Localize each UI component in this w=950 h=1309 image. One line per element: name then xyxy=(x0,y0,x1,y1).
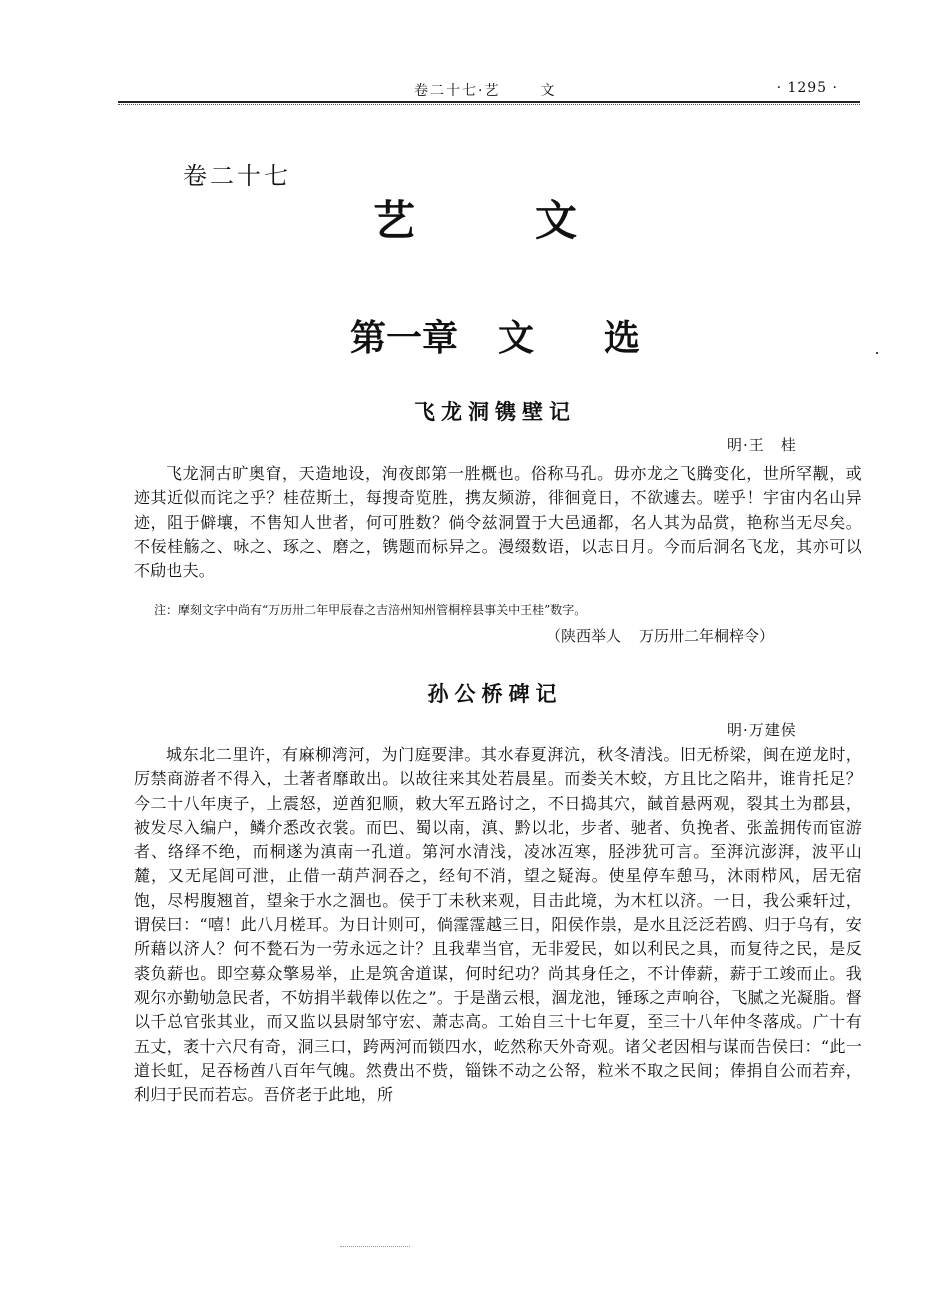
running-head xyxy=(118,80,860,102)
chapter-title-number: 第一章 xyxy=(349,317,458,359)
part-title-char-1: 艺 xyxy=(372,196,415,245)
scan-artifact xyxy=(340,1246,410,1247)
article-note-feilong: 注：摩刻文字中尚有“万历卅二年甲辰春之吉涪州知州管桐梓县事关中王桂”数字。 xyxy=(154,603,587,617)
page-number: · 1295 · xyxy=(776,80,838,96)
article-title-sungong-bridge: 孙公桥碑记 xyxy=(427,681,563,706)
article-author-feilong: 明·王 桂 xyxy=(727,436,797,454)
part-title xyxy=(0,188,950,248)
header-rule xyxy=(118,101,860,105)
article-body-sungong-bridge: 城东北二里许，有麻柳湾河，为门庭要津。其水春夏湃沆，秋冬清浅。旧无桥梁，闽在逆龙时，厉禁商游者不得入，土著者靡敢出。以故往来其处若晨星。而娄关木蛟，方且比之陷井，谁肯托足？今二十八年庚子，上震怒，逆酋犯顺，敕大军五路讨之，不日捣其穴，馘首悬两观，裂其土为郡县，被发尽入编户，鳞介悉改衣裳。而巴、蜀以南，滇、黔以北，步者、驰者、负挽者、张盖拥传而宦游者、络绎不绝，而桐遂为滇南一孔道。第河水清浅，凌冰冱寒，胫涉犹可言。至湃沆澎湃，波平山麓，又无尾闾可泄，止借一葫芦洞吞之，经旬不消，望之疑海。使星停车憩马，沐雨栉风，居无宿饱，尽枵腹翘首，望籴于水之涸也。侯于丁未秋来观，目击此境，为木杠以济。一日，我公乘轩过，谓侯曰：“嘻！此八月槎耳。为日计则可，倘霪霪越三日，阳侯作祟，是水且泛泛若鸥、归于乌有，安所藉以济人？何不甃石为一劳永远之计？且我辈当官，无非爱民，如以利民之具，而复待之民，是反裘负薪也。即空募众擎易举，止是筑舍道谋，何时纪功？尚其身任之，不计俸薪，薪于工竣而止。我观尔亦勤劬急民者，不妨捐半载俸以佐之”。于是凿云根，涸龙池，锤琢之声响谷，飞腻之光凝脂。督以千总官张其业，而又监以县尉邹守宏、萧志高。工始自三十七年夏，至三十八年仲冬落成。广十有五丈，袤十六尺有奇，洞三口，跨两河而锁四水，屹然称天外奇观。诸父老因相与谋而告侯曰：“此一道长虹，足吞杨酋八百年气魄。然费出不赀，锱铢不动之公帑，粒米不取之民间；俸捐自公而若弃，利归于民而若忘。吾侪老于此地，所 xyxy=(134,745,862,1105)
running-title-left: 卷二十七·艺 xyxy=(414,83,501,99)
stray-mark xyxy=(876,352,878,354)
article-author-sungong-bridge: 明·万建侯 xyxy=(727,721,797,739)
chapter-title xyxy=(0,310,950,361)
article-body-feilong: 飞龙洞古旷奥窅，天造地设，洵夜郎第一胜概也。俗称马孔。毋亦龙之飞腾变化，世所罕觏，或迹其近似而诧之乎？桂莅斯土，每搜奇览胜，携友频游，徘徊竟日，不欲遽去。嗟乎！宇宙内名山异迹，阻于僻壤，不售知人世者，何可胜数？倘令兹洞置于大邑通都，名人其为品赏，艳称当无尽矣。不佞桂觞之、咏之、琢之、磨之，镌题而标异之。漫缀数语，以志日月。今而后洞名飞龙，其亦可以不劶也夫。 xyxy=(134,464,862,581)
running-title xyxy=(414,80,556,100)
article-author-info-feilong xyxy=(546,625,774,646)
running-title-right: 文 xyxy=(540,83,557,99)
author-info-office: 万历卅二年桐梓令） xyxy=(639,627,775,645)
chapter-title-char-1: 文 xyxy=(497,317,534,359)
part-title-char-2: 文 xyxy=(535,196,578,245)
chapter-title-char-2: 选 xyxy=(604,317,641,359)
volume-label: 卷二十七 xyxy=(183,162,291,190)
article-title-feilong: 飞龙洞镌壁记 xyxy=(414,399,576,424)
author-info-origin: （陕西举人 xyxy=(546,627,622,645)
